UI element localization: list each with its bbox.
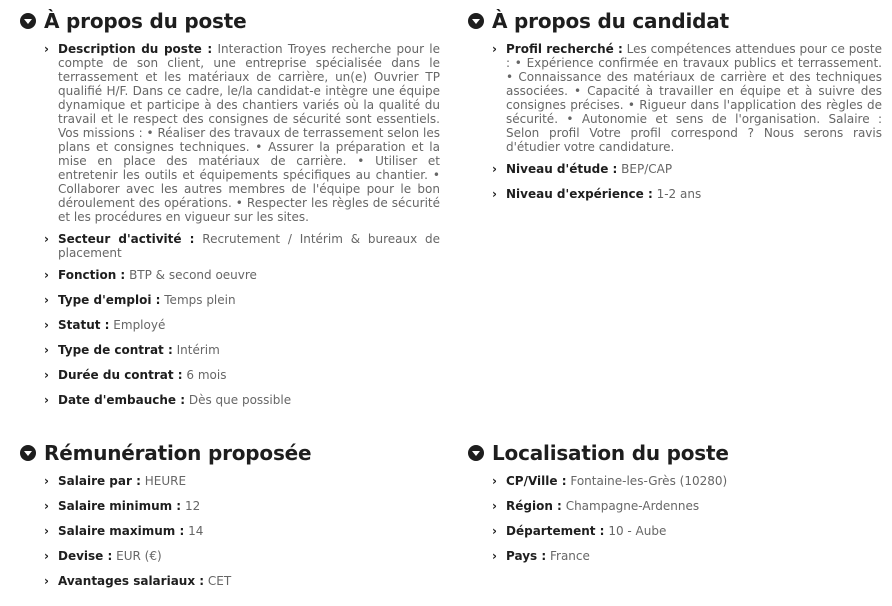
- list-item: [44, 499, 440, 513]
- item-label: Pays :: [506, 549, 547, 563]
- list-item: [44, 318, 440, 332]
- chevron-right-icon: ›: [44, 318, 49, 332]
- section-header-location[interactable]: [468, 440, 888, 466]
- list-item: [492, 524, 888, 538]
- item-label: Statut :: [58, 318, 110, 332]
- section-title: Localisation du poste: [492, 441, 729, 465]
- item-value: BEP/CAP: [621, 162, 673, 176]
- section-title: À propos du candidat: [492, 9, 729, 33]
- chevron-right-icon: ›: [44, 268, 49, 282]
- chevron-right-icon: ›: [492, 549, 497, 563]
- list-item: [492, 549, 888, 563]
- list-item: [44, 524, 440, 538]
- item-value: EUR (€): [116, 549, 162, 563]
- item-label: Devise :: [58, 549, 113, 563]
- chevron-right-icon: ›: [492, 474, 497, 488]
- item-value: France: [549, 549, 590, 563]
- item-label: Salaire par :: [58, 474, 141, 488]
- chevron-down-circle-icon[interactable]: [20, 13, 36, 29]
- item-label: Durée du contrat :: [58, 368, 183, 382]
- section-about-job: [20, 8, 440, 418]
- item-label: Secteur d'activité :: [58, 232, 195, 246]
- item-value: 14: [188, 524, 204, 538]
- chevron-right-icon: ›: [44, 343, 49, 357]
- list-item: [492, 474, 888, 488]
- item-label: Type d'emploi :: [58, 293, 161, 307]
- list-item: [44, 574, 440, 588]
- section-location: [468, 440, 888, 574]
- item-label: Niveau d'expérience :: [506, 187, 653, 201]
- item-value: Recrutement / Intérim & bureaux de placement: [58, 232, 440, 260]
- list-item: [44, 393, 440, 407]
- chevron-right-icon: ›: [44, 232, 49, 246]
- item-value: CET: [207, 574, 232, 588]
- item-label: Description du poste :: [58, 42, 213, 56]
- item-label: Avantages salariaux :: [58, 574, 205, 588]
- detail-list: [468, 474, 888, 563]
- list-item: [44, 268, 440, 282]
- item-value: Champagne-Ardennes: [565, 499, 700, 513]
- chevron-down-circle-icon[interactable]: [20, 445, 36, 461]
- item-label: Région :: [506, 499, 562, 513]
- list-item: [492, 499, 888, 513]
- item-value: Employé: [113, 318, 166, 332]
- chevron-down-circle-icon[interactable]: [468, 13, 484, 29]
- list-item: [44, 293, 440, 307]
- section-title: À propos du poste: [44, 9, 247, 33]
- item-value: Fontaine-les-Grès (10280): [570, 474, 728, 488]
- chevron-down-circle-icon[interactable]: [468, 445, 484, 461]
- item-value: 10 - Aube: [608, 524, 667, 538]
- list-item: [44, 42, 440, 224]
- item-label: Type de contrat :: [58, 343, 173, 357]
- chevron-right-icon: ›: [492, 42, 497, 56]
- chevron-right-icon: ›: [492, 524, 497, 538]
- section-about-candidate: [468, 8, 882, 212]
- item-value: Intérim: [176, 343, 220, 357]
- chevron-right-icon: ›: [44, 293, 49, 307]
- item-value: Les compétences attendues pour ce poste : • Expérience confirmée en travaux publics et terrassement. • Connaissance des matériaux de carrière et des techniques associées. • Capacité à travailler en équipe et à suivre des consignes précises. • Rigueur dans l'application des règles de sécurité. • Autonomie et sens de l'organisation. Salaire : Selon profil Votre profil correspond ? Nous serons ravis d'étudier votre candidature.: [506, 42, 882, 154]
- item-label: Salaire maximum :: [58, 524, 185, 538]
- chevron-right-icon: ›: [44, 474, 49, 488]
- item-label: Salaire minimum :: [58, 499, 182, 513]
- item-value: 12: [184, 499, 201, 513]
- chevron-right-icon: ›: [44, 393, 49, 407]
- list-item: [492, 187, 882, 201]
- list-item: [44, 474, 440, 488]
- item-label: CP/Ville :: [506, 474, 567, 488]
- item-value: Dès que possible: [188, 393, 292, 407]
- list-item: [44, 232, 440, 260]
- list-item: [492, 42, 882, 154]
- item-value: BTP & second oeuvre: [129, 268, 257, 282]
- chevron-right-icon: ›: [492, 162, 497, 176]
- item-value: 6 mois: [186, 368, 227, 382]
- section-header-about-candidate[interactable]: [468, 8, 882, 34]
- item-label: Date d'embauche :: [58, 393, 186, 407]
- chevron-right-icon: ›: [44, 42, 49, 56]
- section-header-salary[interactable]: [20, 440, 440, 466]
- list-item: [44, 343, 440, 357]
- chevron-right-icon: ›: [44, 524, 49, 538]
- chevron-right-icon: ›: [44, 549, 49, 563]
- item-label: Profil recherché :: [506, 42, 623, 56]
- chevron-right-icon: ›: [492, 187, 497, 201]
- item-value: HEURE: [144, 474, 187, 488]
- item-value: 1-2 ans: [656, 187, 702, 201]
- chevron-right-icon: ›: [44, 499, 49, 513]
- detail-list: [468, 42, 882, 201]
- section-salary: [20, 440, 440, 599]
- detail-list: [20, 42, 440, 407]
- item-value: Interaction Troyes recherche pour le compte de son client, une entreprise spécialisée dans le terrassement et les matériaux de carrière, un(e) Ouvrier TP qualifié H/F. Dans ce cadre, le/la candidat-e intègre une équipe dynamique et participe à des chantiers variés où la qualité du travail et le respect des consignes de sécurité sont essentiels. Vos missions : • Réaliser des travaux de terrassement selon les plans et consignes techniques. • Assurer la préparation et la mise en place des matériaux de carrière. • Utiliser et entretenir les outils et équipements spécifiques au chantier. • Collaborer avec les autres membres de l'équipe pour le bon déroulement des opérations. • Respecter les règles de sécurité et les procédures en vigueur sur les sites.: [58, 42, 440, 224]
- list-item: [492, 162, 882, 176]
- section-title: Rémunération proposée: [44, 441, 312, 465]
- chevron-right-icon: ›: [44, 368, 49, 382]
- chevron-right-icon: ›: [44, 574, 49, 588]
- chevron-right-icon: ›: [492, 499, 497, 513]
- list-item: [44, 368, 440, 382]
- item-value: Temps plein: [164, 293, 236, 307]
- item-label: Département :: [506, 524, 605, 538]
- section-header-about-job[interactable]: [20, 8, 440, 34]
- detail-list: [20, 474, 440, 588]
- item-label: Fonction :: [58, 268, 126, 282]
- list-item: [44, 549, 440, 563]
- item-label: Niveau d'étude :: [506, 162, 618, 176]
